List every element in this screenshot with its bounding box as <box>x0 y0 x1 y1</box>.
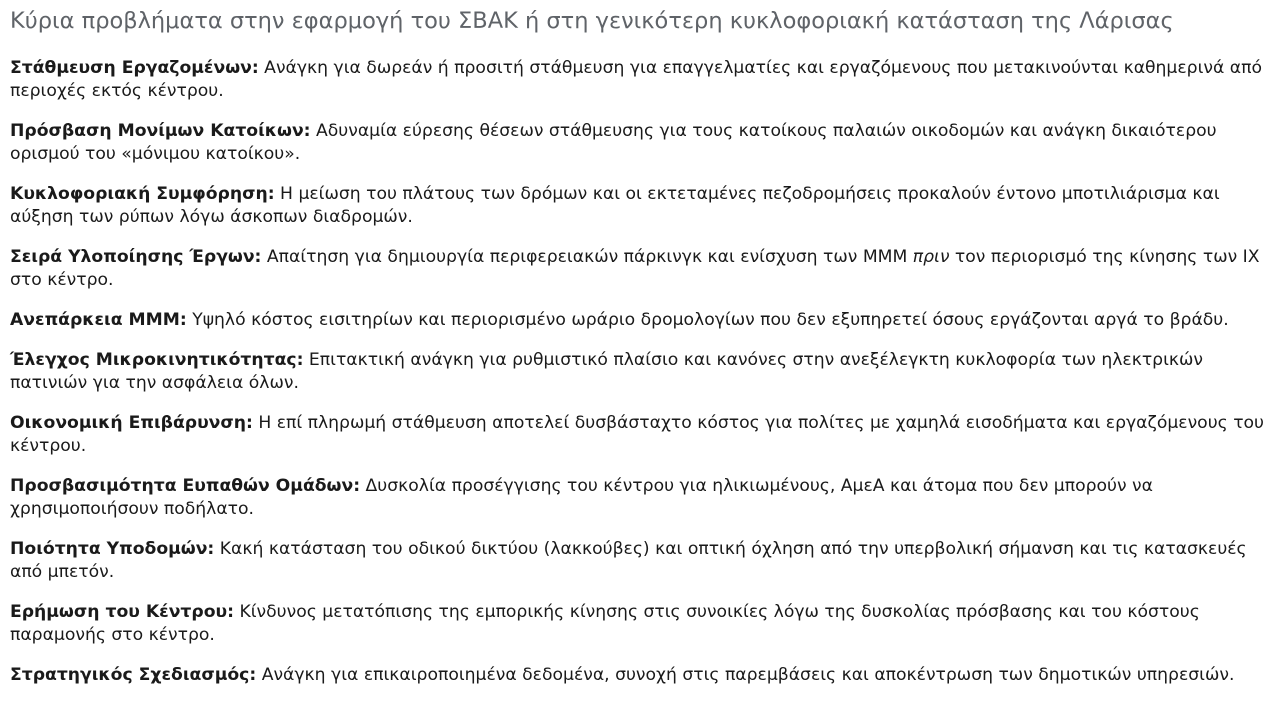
issue-label: Ανεπάρκεια ΜΜΜ: <box>10 310 187 330</box>
issue-label: Κυκλοφοριακή Συμφόρηση: <box>10 184 275 204</box>
issue-text-before: Απαίτηση για δημιουργία περιφερειακών πάρκινγκ και ενίσχυση των ΜΜΜ <box>261 247 913 267</box>
issue-text: Κακή κατάσταση του οδικού δικτύου (λακκούβες) και οπτική όχληση από την υπερβολική σήμανση και τις κατασκευές από μπετόν. <box>10 539 1247 582</box>
issue-strategic-planning <box>10 664 1268 687</box>
issue-label: Πρόσβαση Μονίμων Κατοίκων: <box>10 121 311 141</box>
issues-list <box>10 36 1268 687</box>
issue-text: Δυσκολία προσέγγισης του κέντρου για ηλικιωμένους, ΑμεΑ και άτομα που δεν μπορούν να χρησιμοποιήσουν ποδήλατο. <box>10 476 1153 519</box>
issue-label: Προσβασιμότητα Ευπαθών Ομάδων: <box>10 476 361 496</box>
issue-text: Η επί πληρωμή στάθμευση αποτελεί δυσβάσταχτο κόστος για πολίτες με χαμηλά εισοδήματα και εργαζόμενους του κέντρου. <box>10 413 1265 456</box>
issue-financial-burden <box>10 412 1268 458</box>
issue-micromobility <box>10 349 1268 395</box>
issue-text: Επιτακτική ανάγκη για ρυθμιστικό πλαίσιο και κανόνες στην ανεξέλεγκτη κυκλοφορία των ηλεκτρικών πατινιών για την ασφάλεια όλων. <box>10 350 1204 393</box>
issue-vulnerable-groups <box>10 475 1268 521</box>
issue-resident-access <box>10 120 1268 166</box>
document-page <box>10 0 1268 704</box>
issue-employee-parking <box>10 57 1268 103</box>
issue-text: Κίνδυνος μετατόπισης της εμπορικής κίνησης στις συνοικίες λόγω της δυσκολίας πρόσβασης και του κόστους παραμονής στο κέντρο. <box>10 602 1200 645</box>
issue-text: Η μείωση του πλάτους των δρόμων και οι εκτεταμένες πεζοδρομήσεις προκαλούν έντονο μποτιλιάρισμα και αύξηση των ρύπων λόγω άσκοπων διαδρομών. <box>10 184 1220 227</box>
issue-label: Έλεγχος Μικροκινητικότητας: <box>10 350 304 370</box>
issue-label: Ποιότητα Υποδομών: <box>10 539 215 559</box>
issue-centre-desertion <box>10 601 1268 647</box>
issue-label: Ερήμωση του Κέντρου: <box>10 602 234 622</box>
issue-project-sequencing <box>10 246 1268 292</box>
issue-label: Σειρά Υλοποίησης Έργων: <box>10 247 262 267</box>
issue-label: Στρατηγικός Σχεδιασμός: <box>10 665 257 685</box>
issue-text-after: τον περιορισμό της κίνησης των ΙΧ στο κέντρο. <box>10 247 1260 290</box>
issue-infrastructure-quality <box>10 538 1268 584</box>
issue-traffic-congestion <box>10 183 1268 229</box>
issue-text-emphasis: πριν <box>912 247 950 267</box>
issue-public-transport <box>10 309 1268 332</box>
issue-text: Υψηλό κόστος εισιτηρίων και περιορισμένο ωράριο δρομολογίων που δεν εξυπηρετεί όσους εργάζονται αργά το βράδυ. <box>186 310 1229 330</box>
issue-label: Στάθμευση Εργαζομένων: <box>10 58 259 78</box>
issue-text: Ανάγκη για επικαιροποιημένα δεδομένα, συνοχή στις παρεμβάσεις και αποκέντρωση των δημοτικών υπηρεσιών. <box>256 665 1235 685</box>
issue-label: Οικονομική Επιβάρυνση: <box>10 413 253 433</box>
issue-text: Αδυναμία εύρεσης θέσεων στάθμευσης για τους κατοίκους παλαιών οικοδομών και ανάγκη δικαιότερου ορισμού του «μόνιμου κατοίκου». <box>10 121 1217 164</box>
page-title: Κύρια προβλήματα στην εφαρμογή του ΣΒΑΚ ή στη γενικότερη κυκλοφοριακή κατάσταση της Λάρισας <box>10 8 1174 34</box>
issue-text: Ανάγκη για δωρεάν ή προσιτή στάθμευση για επαγγελματίες και εργαζόμενους που μετακινούνται καθημερινά από περιοχές εκτός κέντρου. <box>10 58 1262 101</box>
